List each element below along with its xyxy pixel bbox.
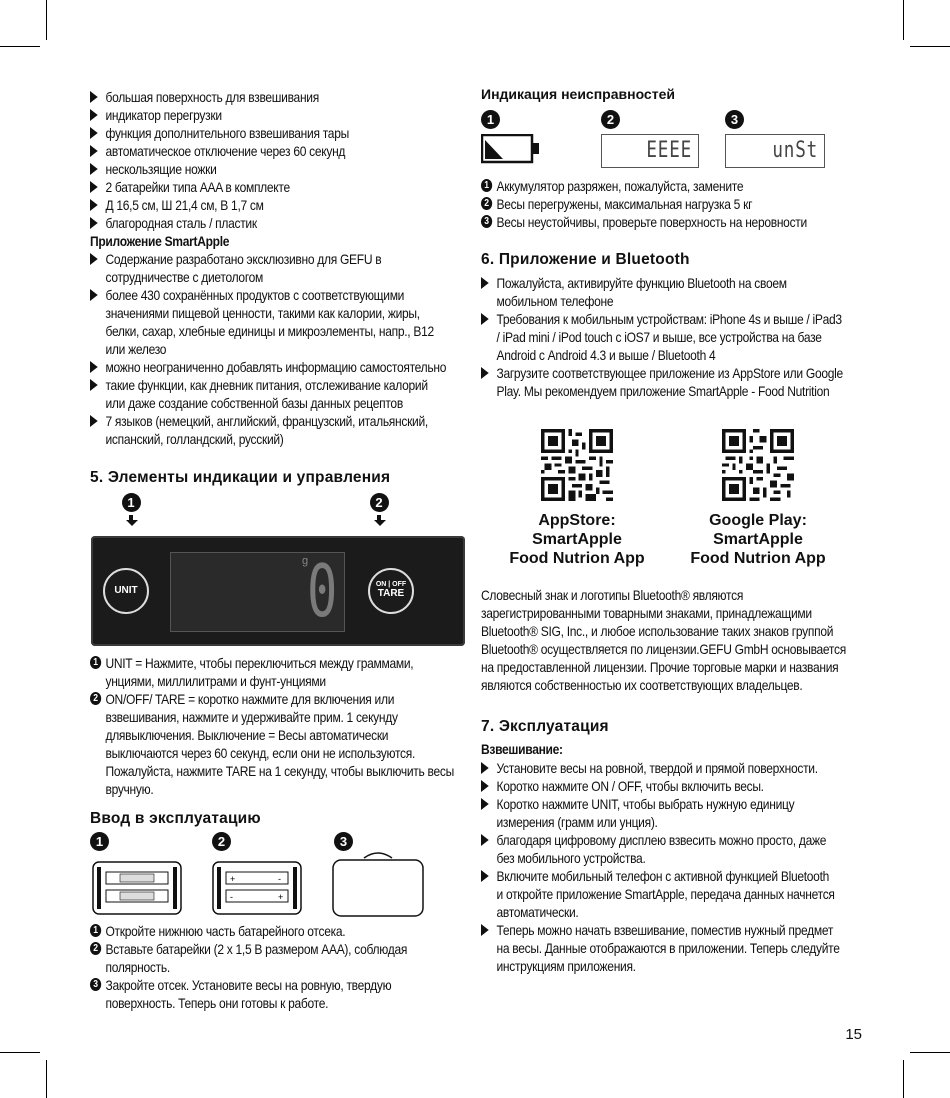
unit-indicator: g (302, 555, 309, 567)
crop-mark (910, 46, 950, 47)
fault-marker-2: 2 (601, 110, 620, 129)
marker-1: 1 (120, 493, 142, 526)
list-item: Д 16,5 см, Ш 21,4 см, В 1,7 см (90, 196, 486, 214)
list-item: благодаря цифровому дисплею взвесить можно просто, даже без мобильного устройства. (481, 831, 877, 867)
qr-label-googleplay: Google Play: SmartApple Food Nutrion App (690, 512, 826, 567)
list-item: Загрузите соответствующее приложение из AppStore или Google Play. Мы рекомендуем приложение SmartApple - Food Nutrition (481, 364, 877, 400)
battery-open-illustration (92, 858, 182, 916)
list-item: Коротко нажмите ON / OFF, чтобы включить весы. (481, 777, 877, 795)
list-item: Коротко нажмите UNIT, чтобы выбрать нужную единицу измерения (грамм или унция). (481, 795, 877, 831)
list-item: 1 UNIT = Нажмите, чтобы переключиться между граммами, унциями, миллилитрами и фунт-унциями (90, 654, 486, 690)
fault-display-unstable: unSt (725, 134, 825, 168)
svg-text:+: + (230, 874, 236, 884)
list-item: 1 Откройте нижнюю часть батарейного отсека. (90, 922, 486, 940)
faults-list (481, 177, 877, 231)
list-item: Пожалуйста, активируйте функцию Bluetooth на своем мобильном телефоне (481, 274, 877, 310)
section-7-list (481, 759, 877, 975)
svg-text:-: - (278, 874, 281, 884)
list-item: 1 Аккумулятор разряжен, пожалуйста, замените (481, 177, 877, 195)
section-5-heading: 5. Элементы индикации и управления (90, 469, 391, 486)
crop-mark (0, 1052, 40, 1053)
onoff-tare-button: ON | OFF TARE (368, 568, 414, 614)
section-5-list (90, 654, 486, 798)
weighing-subheading: Взвешивание: (481, 741, 563, 757)
crop-mark (903, 0, 904, 40)
list-item: большая поверхность для взвешивания (90, 88, 486, 106)
section-6-heading: 6. Приложение и Bluetooth (481, 251, 690, 268)
fault-marker-1: 1 (481, 110, 500, 129)
list-item: 3 Весы неустойчивы, проверьте поверхность на неровности (481, 213, 877, 231)
list-item: можно неограниченно добавлять информацию самостоятельно (90, 358, 486, 376)
lcd-digit: 0 (307, 549, 338, 633)
list-item: 2 ON/OFF/ TARE = коротко нажмите для включения или взвешивания, нажмите и удерживайте прим. 1 секунду длявыключения. Выключение = Весы автоматически выключаются через 60 секунд, если они не используются. Пожалуйста, нажмите TARE на 1 секунду, чтобы выключить весы вручную. (90, 690, 486, 798)
list-item: Требования к мобильным устройствам: iPhone 4s и выше / iPad3 / iPad mini / iPod touch с iOS7 и выше, все устройства на базе Android с Android 4.3 и выше / Bluetooth 4 (481, 310, 877, 364)
unit-button: UNIT (103, 568, 149, 614)
list-item: 2 Весы перегружены, максимальная нагрузка 5 кг (481, 195, 877, 213)
list-item: 3 Закройте отсек. Установите весы на ровную, твердую поверхность. Теперь они готовы к работе. (90, 976, 486, 1012)
qr-label-appstore: AppStore: SmartApple Food Nutrion App (509, 512, 645, 567)
list-item: Включите мобильный телефон с активной функцией Bluetooth и откройте приложение SmartApple, передача данных начнется автоматически. (481, 867, 877, 921)
marker-2: 2 (368, 493, 390, 526)
battery-low-icon (481, 134, 543, 164)
list-item: 7 языков (немецкий, английский, французский, итальянский, испанский, голландский, русский) (90, 412, 486, 448)
step-marker-2: 2 (212, 832, 231, 851)
list-item: 2 Вставьте батарейки (2 x 1,5 В размером AAA), соблюдая полярность. (90, 940, 486, 976)
battery-closed-illustration (332, 848, 424, 918)
arrow-down-icon (374, 515, 384, 526)
list-item: автоматическое отключение через 60 секунд (90, 142, 486, 160)
app-subheading: Приложение SmartApple (90, 233, 230, 249)
trademark-notice: Словесный знак и логотипы Bluetooth® являются зарегистрированными товарными знаками, принадлежащими Bluetooth® SIG, Inc., и любое использование таких знаков группой Bluetooth® осуществляется по лицензии.GEFU GmbH основывается на предоставленной лицензии. Прочие торговые марки и названия являются собственностью их соответствующих владельцев. (481, 587, 846, 693)
battery-insert-illustration (212, 858, 302, 916)
list-item: Теперь можно начать взвешивание, поместив нужный предмет на весы. Данные отображаются в приложении. Теперь следуйте инструкциям приложения. (481, 921, 877, 975)
page-number: 15 (845, 1026, 862, 1043)
list-item: нескользящие ножки (90, 160, 486, 178)
fault-display-overload: EEEE (601, 134, 699, 168)
arrow-down-icon (126, 515, 136, 526)
step-marker-1: 1 (90, 832, 109, 851)
commissioning-list (90, 922, 486, 1012)
svg-text:-: - (230, 892, 233, 902)
section-6-list (481, 274, 877, 400)
crop-mark (0, 46, 40, 47)
crop-mark (46, 1060, 47, 1098)
crop-mark (910, 1052, 950, 1053)
qr-code-googleplay (722, 429, 794, 501)
step-marker-3: 3 (334, 832, 353, 851)
list-item: такие функции, как дневник питания, отслеживание калорий или даже создание собственной базы данных рецептов (90, 376, 486, 412)
list-item: индикатор перегрузки (90, 106, 486, 124)
list-item: 2 батарейки типа AAA в комплекте (90, 178, 486, 196)
list-item: Установите весы на ровной, твердой и прямой поверхности. (481, 759, 877, 777)
scale-display (91, 536, 465, 646)
lcd-window (170, 549, 345, 633)
list-item: более 430 сохранённых продуктов с соответствующими значениями пищевой ценности, такими как калории, жиры, белки, сахар, хлебные единицы и микроэлементы, напр., B12 или железо (90, 286, 486, 358)
fault-marker-3: 3 (725, 110, 744, 129)
section-7-heading: 7. Эксплуатация (481, 718, 609, 735)
list-item: благородная сталь / пластик (90, 214, 486, 232)
svg-text:+: + (278, 892, 284, 902)
list-item: Содержание разработано эксклюзивно для GEFU в сотрудничестве с диетологом (90, 250, 486, 286)
feature-list (90, 88, 486, 448)
commissioning-heading: Ввод в эксплуатацию (90, 810, 261, 827)
crop-mark (46, 0, 47, 40)
crop-mark (903, 1060, 904, 1098)
list-item: функция дополнительного взвешивания тары (90, 124, 486, 142)
faults-heading: Индикация неисправностей (481, 86, 675, 102)
qr-code-appstore (541, 429, 613, 501)
